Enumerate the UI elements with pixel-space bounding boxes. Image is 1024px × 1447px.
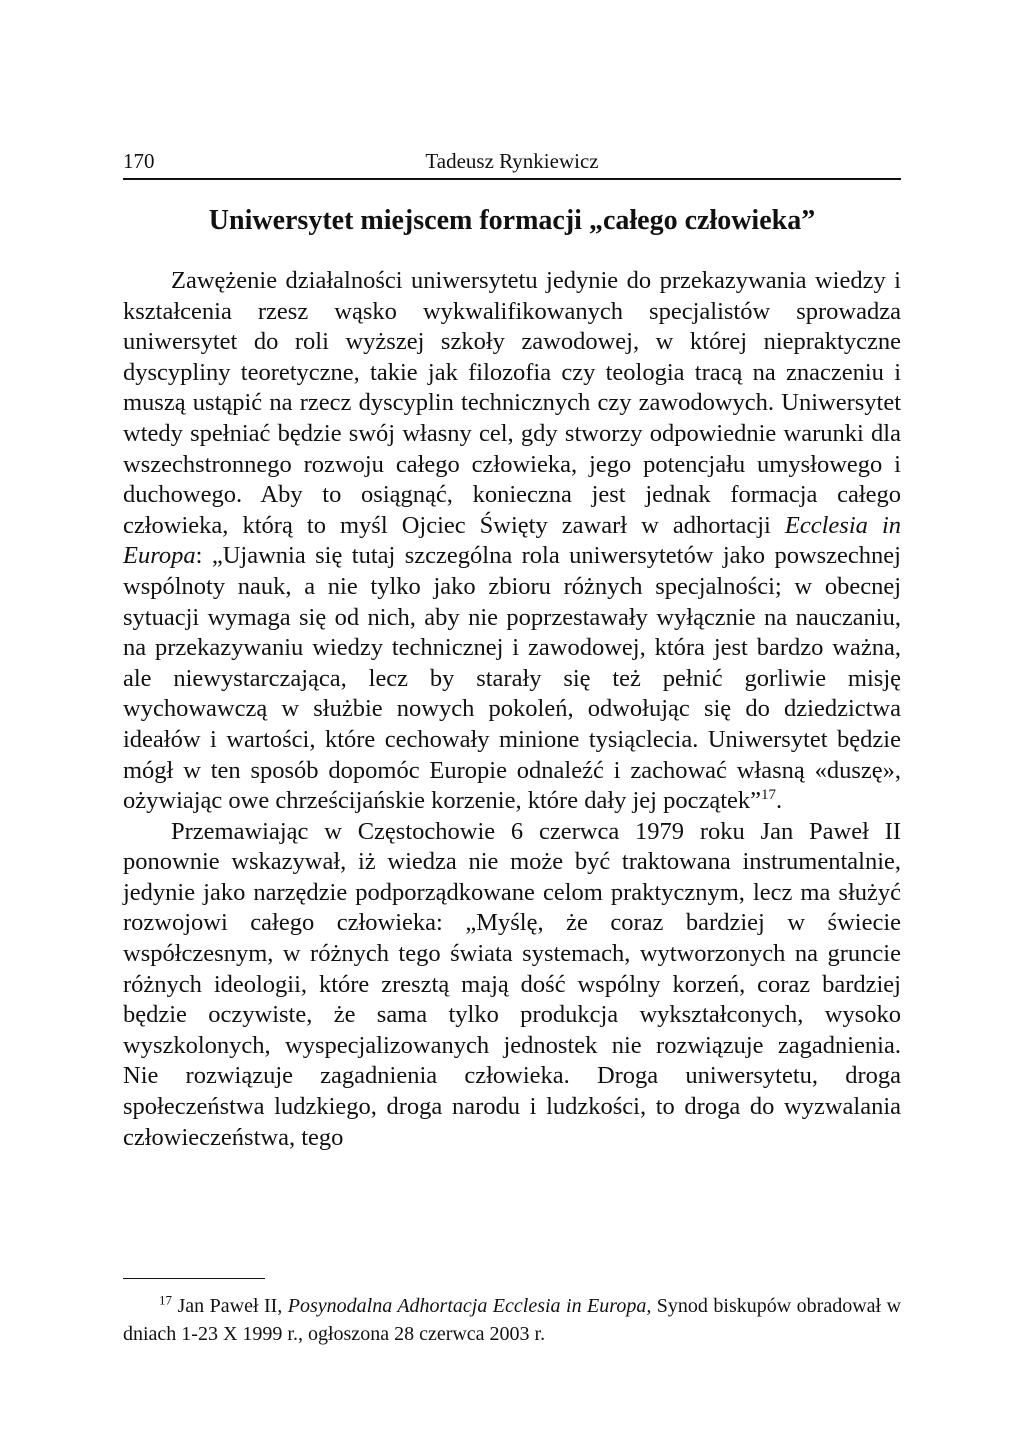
header-rule	[123, 178, 901, 180]
footnote-author: Jan Paweł II,	[177, 1295, 288, 1317]
footnote-reference-17[interactable]: 17	[761, 786, 777, 803]
body-text	[123, 266, 901, 1153]
paragraph-1-text-a: Zawężenie działalności uniwersytetu jedynie do przekazywania wiedzy i kształcenia rzesz wąsko wykwalifikowanych specjalistów sprowadza uniwersytet do roli wyższej szkoły zawodowej, w której niepraktyczne dyscypliny teoretyczne, takie jak filozofia czy teologia tracą na znaczeniu i muszą ustąpić na rzecz dyscyplin technicznych czy zawodowych. Uniwersytet wtedy spełniać będzie swój własny cel, gdy stworzy odpowiednie warunki dla wszechstronnego rozwoju całego człowieka, jego potencjału umysłowego i duchowego. Aby to osiągnąć, konieczna jest jednak formacja całego człowieka, którą to myśl Ojciec Święty zawarł w adhortacji	[123, 267, 901, 539]
running-head-author: Tadeusz Rynkiewicz	[425, 149, 599, 173]
paragraph-1	[123, 266, 901, 817]
footnote-rest: Synod biskupów obradował w dniach 1-23 X 1999 r., ogłoszona 28 czerwca 2003 r.	[123, 1295, 902, 1345]
footnote-number: 17	[159, 1292, 172, 1308]
page-number: 170	[123, 149, 155, 173]
paragraph-1-text-end: .	[776, 787, 783, 815]
paragraph-1-italic-title: Ecclesia in Europa	[123, 511, 902, 570]
running-head	[123, 146, 901, 176]
footnote-17	[123, 1292, 901, 1348]
section-title: Uniwersytet miejscem formacji „całego człowieka”	[208, 205, 816, 236]
footnote-italic-title: Posynodalna Adhortacja Ecclesia in Europa,	[287, 1295, 652, 1317]
footnote-separator	[123, 1278, 265, 1279]
paragraph-1-text-b: : „Ujawnia się tutaj szczególna rola uniwersytetów jako powszechnej wspólnoty nauk, a nie tylko jako zbioru różnych specjalności; w obecnej sytuacji wymaga się od nich, aby nie poprzestawały wyłącznie na nauczaniu, na przekazywaniu wiedzy technicznej i zawodowej, która jest bardzo ważna, ale niewystarczająca, lecz by starały się też pełnić gorliwie misję wychowawczą w służbie nowych pokoleń, odwołując się do dziedzictwa ideałów i wartości, które cechowały minione tysiąclecia. Uniwersytet będzie mógł w ten sposób dopomóc Europie odnaleźć i zachować własną «duszę», ożywiając owe chrześcijańskie korzenie, które dały jej początek”	[123, 542, 901, 815]
paragraph-2: Przemawiając w Częstochowie 6 czerwca 1979 roku Jan Paweł II ponownie wskazywał, iż wiedza nie może być traktowana instrumentalnie, jedynie jako narzędzie podporządkowane celom praktycznym, lecz ma służyć rozwojowi całego człowieka: „Myślę, że coraz bardziej w świecie współczesnym, w różnych tego świata systemach, wytworzonych na gruncie różnych ideologii, które zresztą mają dość wspólny korzeń, coraz bardziej będzie oczywiste, że sama tylko produkcja wykształconych, wysoko wyszkolonych, wyspecjalizowanych jednostek nie rozwiązuje zagadnienia. Nie rozwiązuje zagadnienia człowieka. Droga uniwersytetu, droga społeczeństwa ludzkiego, droga narodu i ludzkości, to droga do wyzwalania człowieczeństwa, tego	[123, 817, 901, 1151]
